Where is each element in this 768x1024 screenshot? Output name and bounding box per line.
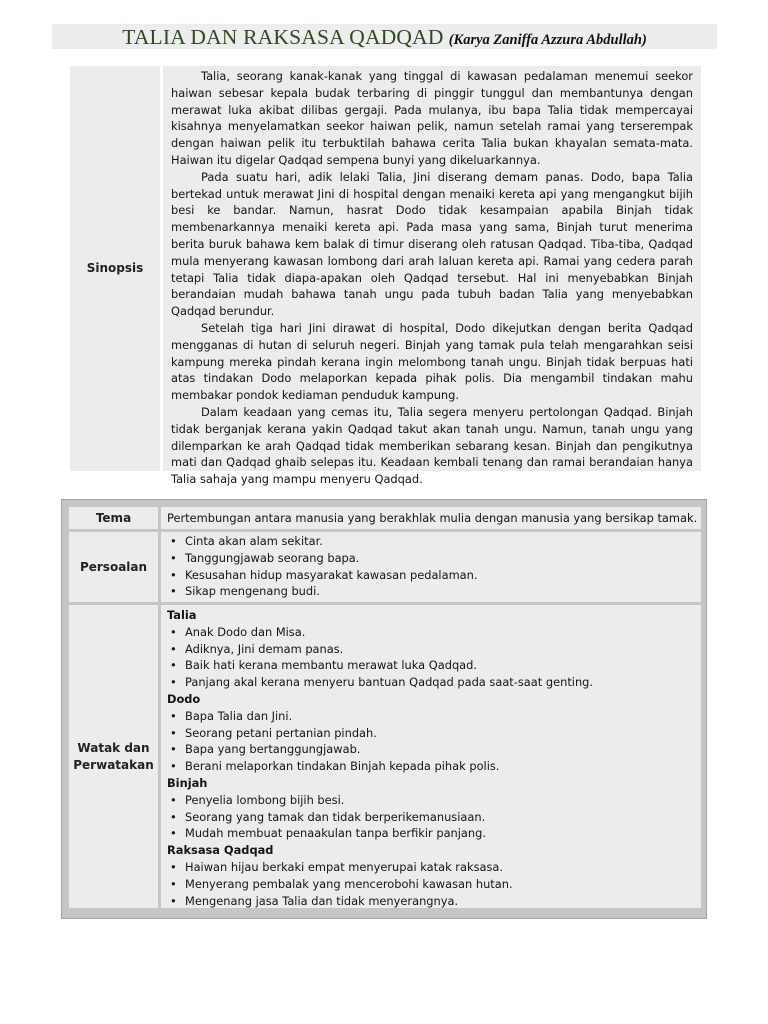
list-item: • Tanggungjawab seorang bapa. bbox=[167, 550, 695, 567]
list-item: • Penyelia lombong bijih besi. bbox=[167, 792, 695, 809]
character-name-talia: Talia bbox=[167, 608, 197, 622]
sinopsis-label: Sinopsis bbox=[86, 261, 144, 275]
list-item: • Mengenang jasa Talia dan tidak menyerangnya. bbox=[167, 893, 695, 910]
tema-text: Pertembungan antara manusia yang berakhlak mulia dengan manusia yang bersikap tamak. bbox=[167, 511, 698, 525]
character-name-dodo: Dodo bbox=[167, 691, 201, 706]
sinopsis-paragraph-2: Pada suatu hari, adik lelaki Talia, Jini diserang demam panas. Dodo, bapa Talia bertekad untuk merawat Jini di hospital dengan menaiki kereta api yang mengangkut bijih besi ke bandar. Namun, hasrat Dodo tidak kesampaian apabila Binjah tidak membenarkannya menaiki kereta api. Pada masa yang sama, Binjah turut menerima berita buruk bahawa kem balak di timur diserang oleh ratusan Qadqad. Tiba-tiba, Qadqad mula menyerang kawasan lombong dari arah laluan kereta api. Ramai yang cedera parah tetapi Talia tidak diapa-apakan oleh Qadqad tersebut. Hal ini menyebabkan Binjah berandaian mudah bahawa tanah ungu pada tubuh badan Talia yang menyebabkan Qadqad berundur. bbox=[171, 169, 693, 319]
dodo-traits-list bbox=[167, 708, 695, 775]
tema-content-cell bbox=[161, 507, 701, 529]
persoalan-content-cell bbox=[161, 532, 701, 602]
talia-traits-list bbox=[167, 624, 695, 691]
list-item: • Anak Dodo dan Misa. bbox=[167, 624, 695, 641]
list-item: • Seorang petani pertanian pindah. bbox=[167, 725, 695, 742]
list-item: • Cinta akan alam sekitar. bbox=[167, 533, 695, 550]
sinopsis-paragraph-4: Dalam keadaan yang cemas itu, Talia segera menyeru pertolongan Qadqad. Binjah tidak berganjak kerana yakin Qadqad takut akan tanah ungu. Namun, tanah ungu yang dilemparkan ke arah Qadqad tidak memberikan sebarang kesan. Binjah dan pengikutnya mati dan Qadqad ghaib selepas itu. Keadaan kembali tenang dan ramai berandaian hanya Talia sahaja yang mampu menyeru Qadqad. bbox=[171, 404, 693, 487]
sinopsis-content-cell bbox=[163, 66, 701, 487]
list-item: • Sikap mengenang budi. bbox=[167, 583, 695, 600]
document-author: (Karya Zaniffa Azzura Abdullah) bbox=[448, 32, 647, 48]
list-item: • Menyerang pembalak yang mencerobohi kawasan hutan. bbox=[167, 876, 695, 893]
watak-label-line1: Watak dan bbox=[77, 740, 150, 755]
list-item: • Adiknya, Jini demam panas. bbox=[167, 641, 695, 658]
watak-label-cell bbox=[69, 605, 158, 908]
document-title-bar bbox=[52, 24, 717, 49]
watak-content-cell bbox=[161, 605, 701, 908]
list-item: • Mudah membuat penaakulan tanpa berfikir panjang. bbox=[167, 825, 695, 842]
persoalan-label-cell bbox=[69, 532, 158, 602]
qadqad-traits-list bbox=[167, 859, 695, 909]
persoalan-list bbox=[167, 533, 695, 600]
sinopsis-paragraph-3: Setelah tiga hari Jini dirawat di hospital, Dodo dikejutkan dengan berita Qadqad mengganas di hutan di seluruh negeri. Binjah yang tamak pula telah mengarahkan seisi kampung mereka pindah kerana ingin melombong tanah ungu. Binjah tidak berpuas hati atas tindakan Dodo melaporkan kepada pihak polis. Dia mengambil tindakan mahu membakar pondok kediaman penduduk kampung. bbox=[171, 320, 693, 403]
list-item: • Bapa Talia dan Jini. bbox=[167, 708, 695, 725]
tema-label-cell bbox=[69, 507, 158, 529]
character-name-qadqad: Raksasa Qadqad bbox=[167, 843, 274, 858]
document-title: TALIA DAN RAKSASA QADQAD bbox=[122, 25, 444, 49]
persoalan-label: Persoalan bbox=[79, 559, 148, 574]
watak-label-line2: Perwatakan bbox=[73, 757, 154, 772]
list-item: • Panjang akal kerana menyeru bantuan Qadqad pada saat-saat genting. bbox=[167, 674, 695, 691]
list-item: • Baik hati kerana membantu merawat luka Qadqad. bbox=[167, 657, 695, 674]
list-item: • Haiwan hijau berkaki empat menyerupai katak raksasa. bbox=[167, 859, 695, 876]
list-item: • Kesusahan hidup masyarakat kawasan pedalaman. bbox=[167, 567, 695, 584]
character-name-binjah: Binjah bbox=[167, 775, 208, 790]
sinopsis-label-cell bbox=[70, 66, 160, 471]
list-item: • Berani melaporkan tindakan Binjah kepada pihak polis. bbox=[167, 758, 695, 775]
sinopsis-paragraph-1: Talia, seorang kanak-kanak yang tinggal di kawasan pedalaman menemui seekor haiwan sebesar kepala budak terbaring di pinggir tunggul dan membantunya dengan merawat luka akibat dilibas gergaji. Pada mulanya, ibu bapa Talia tidak mempercayai kisahnya menyelamatkan seekor haiwan pelik, namun setelah ramai yang terserempak dengan haiwan pelik itu terbuktilah bahawa cerita Talia bukan khayalan semata-mata. Haiwan itu digelar Qadqad sempena bunyi yang dikeluarkannya. bbox=[171, 69, 693, 167]
binjah-traits-list bbox=[167, 792, 695, 842]
list-item: • Seorang yang tamak dan tidak berperikemanusiaan. bbox=[167, 809, 695, 826]
list-item: • Bapa yang bertanggungjawab. bbox=[167, 741, 695, 758]
tema-label: Tema bbox=[95, 510, 132, 525]
